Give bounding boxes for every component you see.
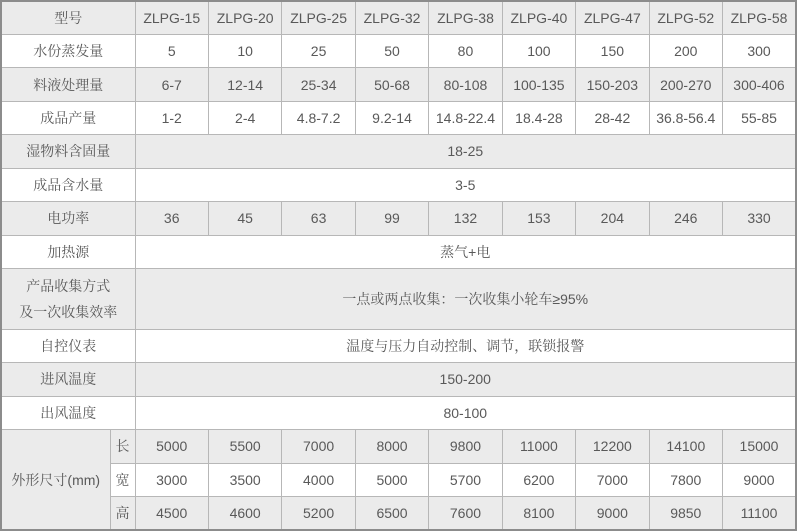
span-value-cell: 150-200: [135, 363, 796, 396]
value-cell: 200-270: [649, 68, 722, 101]
table-row: [1, 496, 796, 530]
table-row: [1, 269, 796, 330]
value-cell: 4.8-7.2: [282, 101, 355, 134]
row-label-cell: 成品含水量: [1, 168, 135, 201]
dim-sub-cell: 高: [110, 496, 135, 530]
dim-label-cell: 外形尺寸(mm): [1, 430, 110, 530]
row-label-cell: 型号: [1, 1, 135, 34]
value-cell: 7000: [282, 430, 355, 463]
value-cell: 7800: [649, 463, 722, 496]
span-value-cell: 18-25: [135, 135, 796, 168]
table-row: [1, 202, 796, 235]
row-label-line: 及一次收集效率: [19, 303, 118, 320]
value-cell: 100: [502, 34, 575, 67]
value-cell: 5500: [208, 430, 281, 463]
value-cell: 12200: [576, 430, 649, 463]
value-cell: 6200: [502, 463, 575, 496]
value-cell: 18.4-28: [502, 101, 575, 134]
value-cell: 10: [208, 34, 281, 67]
value-cell: 11000: [502, 430, 575, 463]
value-cell: 5: [135, 34, 208, 67]
value-cell: 14.8-22.4: [429, 101, 502, 134]
value-cell: 28-42: [576, 101, 649, 134]
value-cell: 4600: [208, 496, 281, 530]
value-cell: 3500: [208, 463, 281, 496]
value-cell: 132: [429, 202, 502, 235]
value-cell: 11100: [723, 496, 797, 530]
model-cell: ZLPG-15: [135, 1, 208, 34]
value-cell: 1-2: [135, 101, 208, 134]
row-label-cell: 水份蒸发量: [1, 34, 135, 67]
value-cell: 55-85: [723, 101, 797, 134]
value-cell: 63: [282, 202, 355, 235]
row-label-cell: 进风温度: [1, 363, 135, 396]
table-row: [1, 463, 796, 496]
row-label-cell: 加热源: [1, 235, 135, 268]
value-cell: 9000: [723, 463, 797, 496]
row-label-cell: 出风温度: [1, 396, 135, 429]
table-row: [1, 168, 796, 201]
span-value-cell: 80-100: [135, 396, 796, 429]
value-cell: 6-7: [135, 68, 208, 101]
value-cell: 50: [355, 34, 428, 67]
value-cell: 100-135: [502, 68, 575, 101]
span-value-cell: 蒸气+电: [135, 235, 796, 268]
value-cell: 204: [576, 202, 649, 235]
value-cell: 150-203: [576, 68, 649, 101]
table-row: [1, 101, 796, 134]
row-label-cell: 湿物料含固量: [1, 135, 135, 168]
row-label-cell: [1, 269, 135, 330]
value-cell: 2-4: [208, 101, 281, 134]
value-cell: 36: [135, 202, 208, 235]
value-cell: 5000: [355, 463, 428, 496]
value-cell: 9000: [576, 496, 649, 530]
span-value-cell: 3-5: [135, 168, 796, 201]
value-cell: 99: [355, 202, 428, 235]
value-cell: 12-14: [208, 68, 281, 101]
model-cell: ZLPG-40: [502, 1, 575, 34]
value-cell: 150: [576, 34, 649, 67]
model-cell: ZLPG-47: [576, 1, 649, 34]
row-label-cell: 自控仪表: [1, 329, 135, 362]
value-cell: 200: [649, 34, 722, 67]
row-label-cell: 料液处理量: [1, 68, 135, 101]
value-cell: 9.2-14: [355, 101, 428, 134]
value-cell: 4500: [135, 496, 208, 530]
value-cell: 25: [282, 34, 355, 67]
value-cell: 14100: [649, 430, 722, 463]
value-cell: 153: [502, 202, 575, 235]
dim-sub-cell: 长: [110, 430, 135, 463]
model-cell: ZLPG-20: [208, 1, 281, 34]
value-cell: 330: [723, 202, 797, 235]
value-cell: 45: [208, 202, 281, 235]
value-cell: 3000: [135, 463, 208, 496]
row-label-cell: 电功率: [1, 202, 135, 235]
table-row: [1, 396, 796, 429]
value-cell: 8100: [502, 496, 575, 530]
model-cell: ZLPG-32: [355, 1, 428, 34]
value-cell: 80-108: [429, 68, 502, 101]
value-cell: 5200: [282, 496, 355, 530]
value-cell: 7600: [429, 496, 502, 530]
value-cell: 5700: [429, 463, 502, 496]
model-cell: ZLPG-52: [649, 1, 722, 34]
value-cell: 6500: [355, 496, 428, 530]
value-cell: 300: [723, 34, 797, 67]
row-label-cell: 成品产量: [1, 101, 135, 134]
value-cell: 25-34: [282, 68, 355, 101]
value-cell: 5000: [135, 430, 208, 463]
table-row: [1, 235, 796, 268]
value-cell: 9850: [649, 496, 722, 530]
table-row: [1, 363, 796, 396]
model-cell: ZLPG-38: [429, 1, 502, 34]
model-header-row: [1, 1, 796, 34]
model-cell: ZLPG-25: [282, 1, 355, 34]
row-label-line: 产品收集方式: [26, 277, 111, 294]
table-row: [1, 34, 796, 67]
dim-sub-cell: 宽: [110, 463, 135, 496]
value-cell: 300-406: [723, 68, 797, 101]
value-cell: 9800: [429, 430, 502, 463]
value-cell: 80: [429, 34, 502, 67]
value-cell: 8000: [355, 430, 428, 463]
span-value-cell: 温度与压力自动控制、调节，联锁报警: [135, 329, 796, 362]
table-row: [1, 329, 796, 362]
value-cell: 7000: [576, 463, 649, 496]
table-row: [1, 135, 796, 168]
span-value-cell: 一点或两点收集：一次收集小轮车≥95%: [135, 269, 796, 330]
value-cell: 4000: [282, 463, 355, 496]
value-cell: 36.8-56.4: [649, 101, 722, 134]
model-cell: ZLPG-58: [723, 1, 797, 34]
value-cell: 246: [649, 202, 722, 235]
value-cell: 15000: [723, 430, 797, 463]
value-cell: 50-68: [355, 68, 428, 101]
table-row: [1, 68, 796, 101]
table-row: [1, 430, 796, 463]
